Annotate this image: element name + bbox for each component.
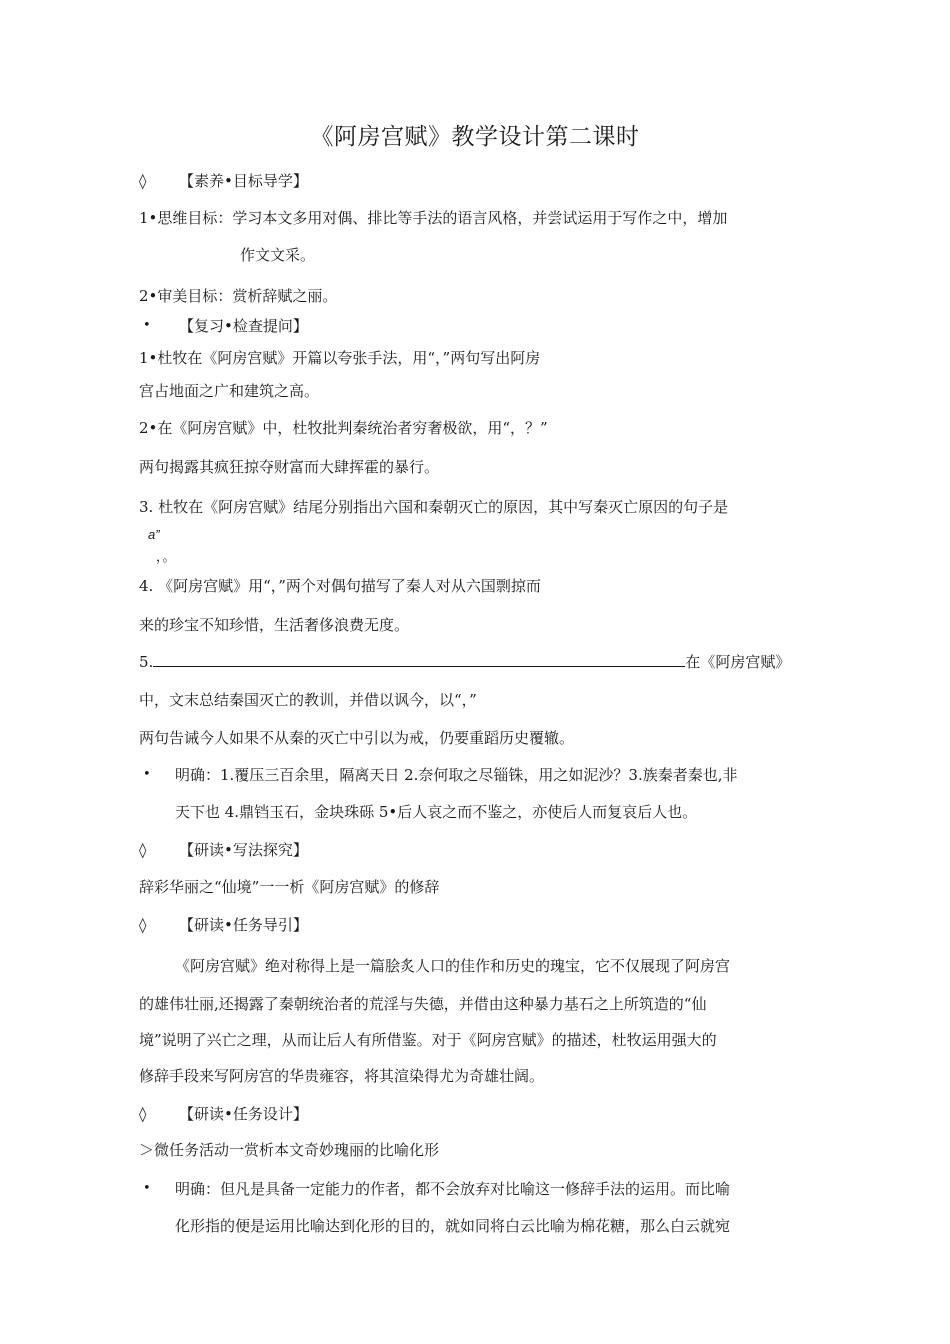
question-5-suffix: 在《阿房宫赋》 bbox=[685, 653, 791, 671]
task-1-heading bbox=[139, 1140, 439, 1160]
guide-paragraph-line-4: 修辞手段来写阿房宫的华贵雍容，将其渲染得尤为奇雄壮阔。 bbox=[139, 1067, 545, 1085]
bullet-marker: • bbox=[143, 318, 151, 333]
question-3-mark: a” bbox=[148, 527, 160, 542]
question-1-line-2: 宫占地面之广和建筑之高。 bbox=[139, 382, 320, 400]
guide-paragraph-line-3: 境”说明了兴亡之理，从而让后人有所借鉴。对于《阿房宫赋》的描述，杜牧运用强大的 bbox=[139, 1031, 717, 1049]
question-5-line-3: 两句告诫今人如果不从秦的灭亡中引以为戒，仍要重蹈历史覆辙。 bbox=[139, 729, 575, 747]
goal-1-line-2: 作文文采。 bbox=[240, 246, 316, 264]
answer-line-2: 天下也 4.鼎铛玉石，金块珠砾 5•后人哀之而不鉴之，亦使后人而复哀后人也。 bbox=[175, 803, 698, 821]
bullet-marker: • bbox=[143, 1181, 151, 1196]
bullet-marker: • bbox=[143, 767, 151, 782]
question-5-line-1 bbox=[139, 652, 790, 672]
section-heading-guide: 【研读•任务导引】 bbox=[179, 916, 308, 934]
diamond-marker: ◊ bbox=[139, 916, 147, 934]
question-4-line-2: 来的珍宝不知珍惜，生活奢侈浪费无度。 bbox=[139, 616, 410, 634]
page-title: 《阿房宫赋》教学设计第二课时 bbox=[310, 124, 640, 150]
question-1-line-1: 1•杜牧在《阿房宫赋》开篇以夸张手法，用“，”两句写出阿房 bbox=[139, 349, 541, 367]
diamond-marker: ◊ bbox=[139, 1105, 147, 1123]
question-5-prefix: 5. bbox=[139, 653, 154, 671]
guide-paragraph-line-1: 《阿房宫赋》绝对称得上是一篇脍炙人口的佳作和历史的瑰宝，它不仅展现了阿房宫 bbox=[175, 957, 731, 975]
question-2-line-2: 两句揭露其疯狂掠夺财富而大肆挥霍的暴行。 bbox=[139, 458, 440, 476]
answer-line-1: 明确：1.覆压三百余里，隔离天日 2.奈何取之尽锱铢，用之如泥沙？3.族秦者秦也,非 bbox=[175, 766, 738, 784]
question-4-line-1: 4. 《阿房宫赋》用“，”两个对偶句描写了秦人对从六国剽掠而 bbox=[139, 577, 541, 595]
task-1-answer-line-2: 化形指的便是运用比喻达到化形的目的，就如同将白云比喻为棉花糖，那么白云就宛 bbox=[175, 1217, 731, 1235]
diamond-marker: ◊ bbox=[139, 841, 147, 859]
guide-paragraph-line-2: 的雄伟壮丽,还揭露了秦朝统治者的荒淫与失德，并借由这种暴力基石之上所筑造的“仙 bbox=[139, 995, 707, 1013]
task-1-text: 微任务活动一赏析本文奇妙瑰丽的比喻化形 bbox=[154, 1141, 440, 1159]
question-3-tail: ，。 bbox=[156, 550, 176, 565]
question-2-line-1: 2•在《阿房宫赋》中，杜牧批判秦统治者穷奢极欲，用“，？” bbox=[139, 419, 548, 437]
section-heading-writing: 【研读•写法探究】 bbox=[179, 841, 308, 859]
section-heading-goals: 【素养•目标导学】 bbox=[179, 172, 308, 190]
task-1-answer-line-1: 明确：但凡是具备一定能力的作者，都不会放弃对比喻这一修辞手法的运用。而比喻 bbox=[175, 1180, 731, 1198]
goal-1-line-1: 1•思维目标：学习本文多用对偶、排比等手法的语言风格，并尝试运用于写作之中，增加 bbox=[139, 209, 728, 227]
writing-text: 辞彩华丽之“仙境”一一析《阿房宫赋》的修辞 bbox=[139, 878, 440, 896]
question-3-line-1: 3. 杜牧在《阿房宫赋》结尾分别指出六国和秦朝灭亡的原因，其中写秦灭亡原因的句子是 bbox=[139, 498, 729, 516]
question-5-blank bbox=[153, 652, 685, 667]
section-heading-review: 【复习•检查提问】 bbox=[179, 317, 308, 335]
section-heading-design: 【研读•任务设计】 bbox=[179, 1105, 308, 1123]
arrow-marker: ＞ bbox=[139, 1141, 155, 1159]
question-5-line-2: 中，文末总结秦国灭亡的教训，并借以讽今，以“，” bbox=[139, 691, 477, 709]
diamond-marker: ◊ bbox=[139, 172, 147, 190]
goal-2: 2•审美目标：赏析辞赋之丽。 bbox=[139, 287, 338, 305]
